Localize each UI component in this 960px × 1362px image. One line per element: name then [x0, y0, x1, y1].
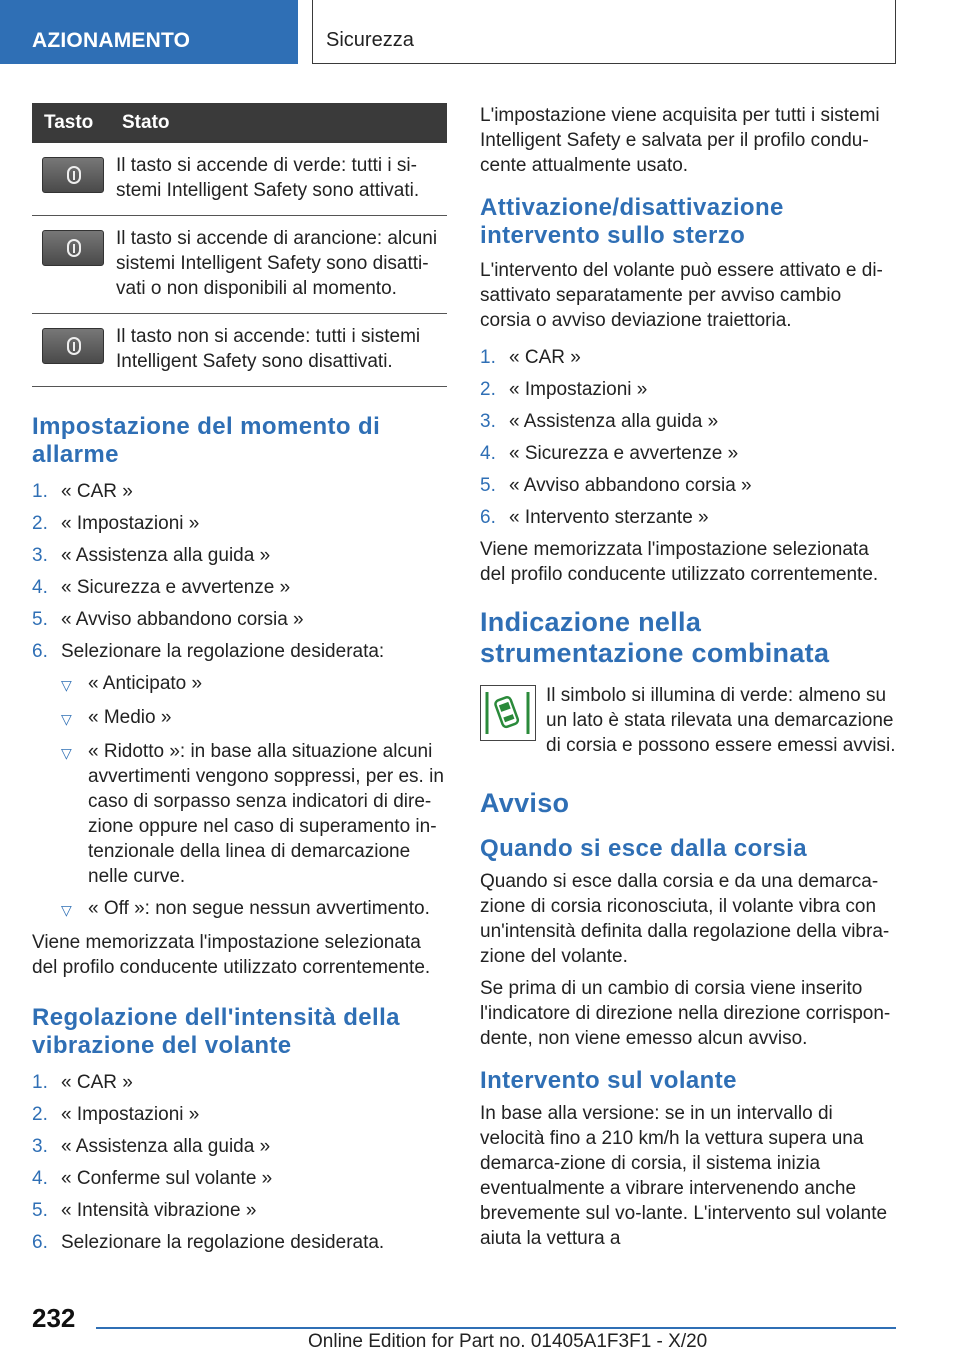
list-item: 3. « Assistenza alla guida »	[32, 1136, 271, 1157]
triangle-bullet-icon: ▽	[61, 711, 72, 727]
left-column	[32, 103, 447, 1262]
table-row	[32, 143, 447, 216]
instrument-heading: Indicazione nella strumentazione combinata	[480, 607, 830, 668]
list-item: 3. « Assistenza alla guida »	[32, 545, 271, 566]
table-row	[32, 216, 447, 314]
lane-exit-text: Quando si esce dalla corsia e da una demarca-zione di corsia riconosciuta, il volante vibra con un'intensità definita dalla regolazione della vibra-zione del volante.	[480, 871, 890, 967]
option-item: ▽ « Anticipato »	[61, 671, 447, 698]
state-text: Il tasto si accende di verde: tutti i si-stemi Intelligent Safety sono attivati.	[116, 143, 447, 216]
list-item: 5. « Intensità vibrazione »	[32, 1200, 257, 1221]
list-item: 2. « Impostazioni »	[32, 513, 200, 534]
list-item: 5. « Avviso abbandono corsia »	[32, 609, 304, 630]
option-item: ▽ « Ridotto »: in base alla situazione alcuni avvertimenti vengono soppressi, per es. in caso di sorpasso senza indicatori di dire-zione oppure nel caso di superamento in-tenzionale della linea di demarcazione nelle curve.	[61, 741, 444, 887]
avviso-heading: Avviso	[480, 788, 570, 818]
list-item: 4. « Sicurezza e avvertenze »	[32, 577, 291, 598]
warning-time-heading: Impostazione del momento di allarme	[32, 413, 381, 468]
chapter-title: Sicurezza	[312, 0, 896, 64]
list-item: 5. « Avviso abbandono corsia »	[480, 475, 752, 496]
warning-time-note: Viene memorizzata l'impostazione selezionata del profilo conducente utilizzato correntemente.	[32, 932, 431, 978]
steering-heading: Attivazione/disattivazione intervento sullo sterzo	[480, 194, 784, 249]
indicator-text: Il simbolo si illumina di verde: almeno su un lato è stata rilevata una demarcazione di corsia e possono essere emessi avvisi.	[546, 685, 896, 756]
list-item: 2. « Impostazioni »	[32, 1104, 200, 1125]
steering-text: L'intervento del volante può essere attivato e di-sattivato separatamente per avviso cambio corsia o avviso deviazione traiettoria.	[480, 260, 883, 331]
intelligent-safety-button-icon	[42, 230, 104, 266]
state-text: Il tasto si accende di arancione: alcuni sistemi Intelligent Safety sono disatti-vati o non disponibili al momento.	[116, 216, 447, 314]
triangle-bullet-icon: ▽	[61, 902, 72, 918]
triangle-bullet-icon: ▽	[61, 677, 72, 693]
list-item: 4. « Sicurezza e avvertenze »	[480, 443, 739, 464]
edition-text: Online Edition for Part no. 01405A1F3F1 - X/20	[308, 1331, 708, 1352]
intelligent-safety-button-icon	[42, 328, 104, 364]
list-item: 1. « CAR »	[32, 1072, 133, 1093]
footer-divider	[96, 1327, 896, 1329]
triangle-bullet-icon: ▽	[61, 745, 72, 761]
page-number: 232	[32, 1303, 76, 1333]
steering-steps	[480, 345, 896, 530]
steering-intervention-text: In base alla versione: se in un intervallo di velocità fino a 210 km/h la vettura supera una demarca-zione di corsia, il sistema inizia eventualmente a vibrare intervenendo anche brevemente sul vo-lante. L'intervento sul volante aiuta la vettura a	[480, 1103, 888, 1249]
steering-note: Viene memorizzata l'impostazione selezionata del profilo conducente utilizzato correntemente.	[480, 539, 879, 585]
turn-signal-text: Se prima di un cambio di corsia viene inserito l'indicatore di direzione nella direzione corrispon-dente, non viene emesso alcun avviso.	[480, 978, 891, 1049]
list-item: 4. « Conferme sul volante »	[32, 1168, 273, 1189]
column-header-key: Tasto	[32, 103, 116, 143]
list-item: 1. « CAR »	[32, 481, 133, 502]
steering-intervention-heading: Intervento sul volante	[480, 1067, 737, 1094]
button-state-table	[32, 103, 447, 387]
option-item: ▽ « Off »: non segue nessun avvertimento.	[61, 896, 447, 923]
vibration-steps	[32, 1070, 447, 1255]
right-column	[480, 103, 896, 1251]
list-item: 6. Selezionare la regolazione desiderata:	[32, 641, 385, 662]
intro-text: L'impostazione viene acquisita per tutti i sistemi Intelligent Safety e salvata per il profilo condu-cente attualmente usato.	[480, 105, 880, 176]
warning-time-options	[61, 671, 447, 923]
column-header-state: Stato	[116, 103, 447, 143]
lane-exit-heading: Quando si esce dalla corsia	[480, 835, 807, 862]
list-item: 2. « Impostazioni »	[480, 379, 648, 400]
list-item: 6. « Intervento sterzante »	[480, 507, 709, 528]
state-text: Il tasto non si accende: tutti i sistemi Intelligent Safety sono disattivati.	[116, 314, 447, 387]
warning-time-steps	[32, 479, 447, 664]
list-item: 6. Selezionare la regolazione desiderata.	[32, 1232, 385, 1253]
indicator-block	[480, 683, 896, 758]
list-item: 1. « CAR »	[480, 347, 581, 368]
option-item: ▽ « Medio »	[61, 705, 447, 732]
lane-departure-indicator-icon	[480, 685, 536, 741]
list-item: 3. « Assistenza alla guida »	[480, 411, 719, 432]
intelligent-safety-button-icon	[42, 157, 104, 193]
vibration-heading: Regolazione dell'intensità della vibrazione del volante	[32, 1004, 400, 1059]
table-row	[32, 314, 447, 387]
section-tab: AZIONAMENTO	[0, 0, 298, 64]
